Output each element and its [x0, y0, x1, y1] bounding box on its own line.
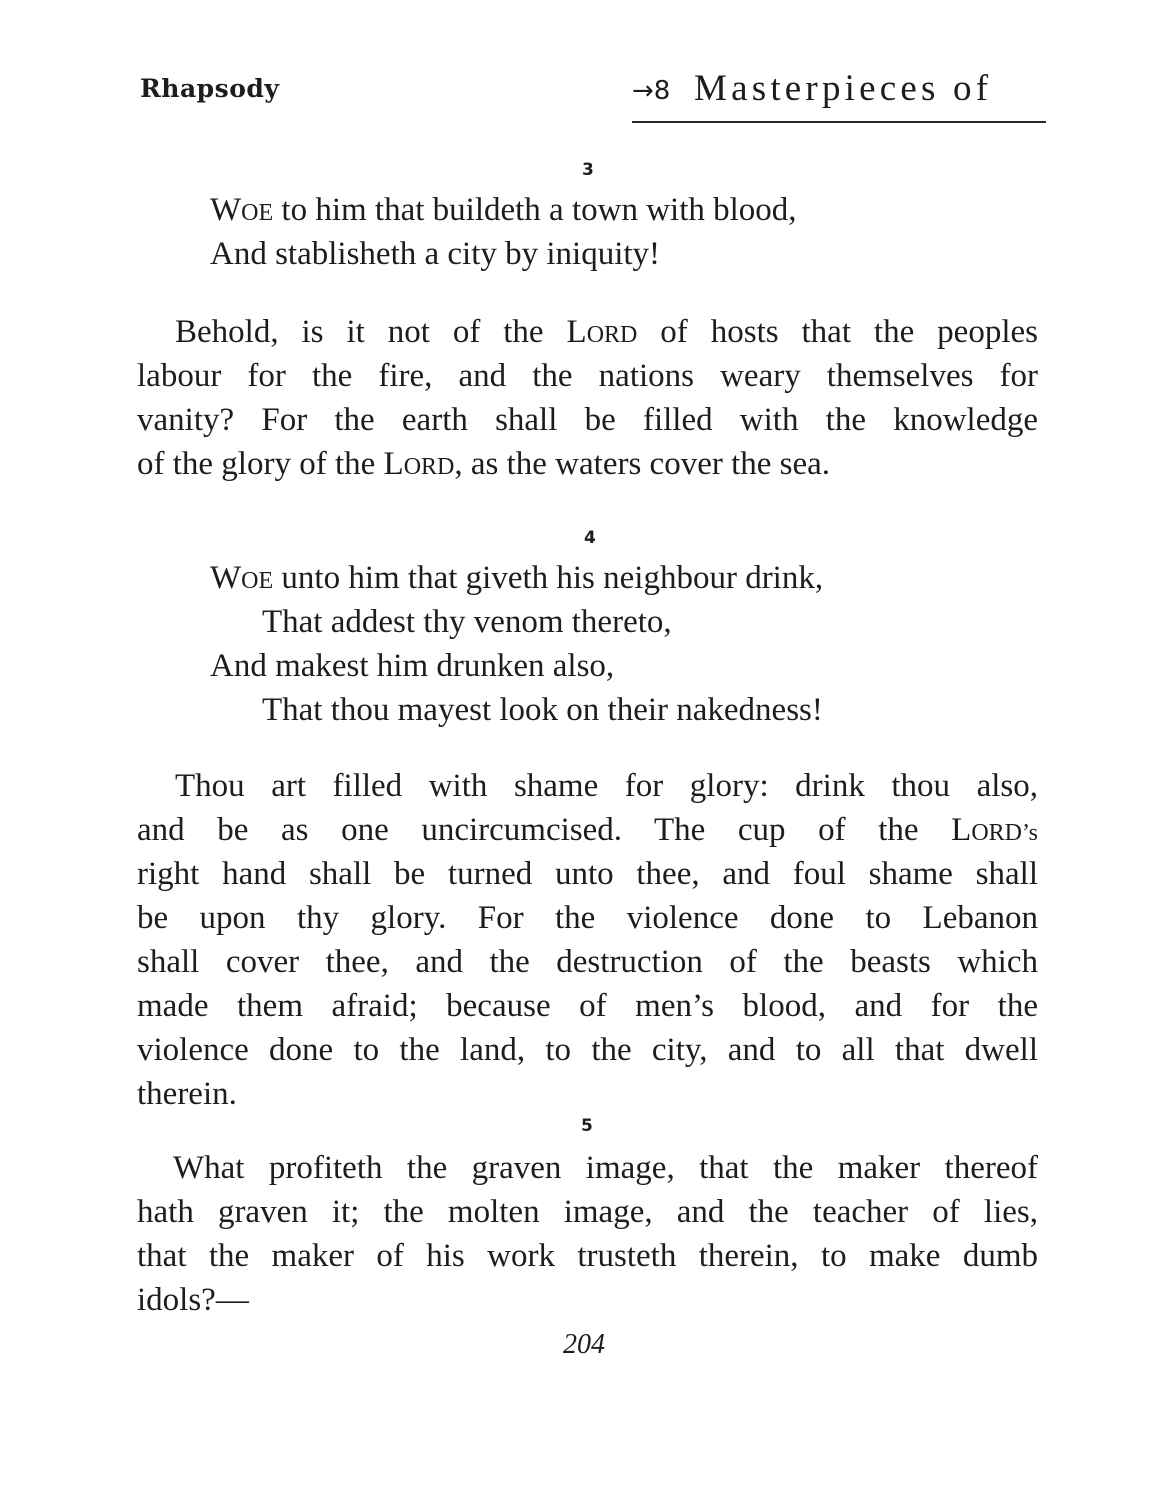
verse-line: That thou mayest look on their nakedness! [262, 692, 823, 728]
text-run: of hosts that the peoples [637, 314, 1038, 350]
small-caps-text: ORD [586, 322, 638, 348]
verse-text: unto him that giveth his neighbour drink, [273, 560, 824, 596]
text-run: ’s [1021, 820, 1038, 846]
verse-line: And makest him drunken also, [210, 648, 615, 684]
paragraph [137, 764, 1038, 1116]
verse-line: That addest thy venom thereto, [262, 604, 672, 640]
paragraph-line: that the maker of his work trusteth therein, to make dumb [137, 1238, 1038, 1274]
small-cap-initial: L [383, 446, 404, 482]
verse-line: And stablisheth a city by iniquity! [210, 236, 661, 272]
small-caps-text: OE [241, 568, 274, 594]
page-number: 204 [563, 1329, 605, 1360]
verse-text: to him that buildeth a town with blood, [273, 192, 797, 228]
small-cap-initial: L [566, 314, 587, 350]
pointing-hand-ornament-icon: →8 [632, 76, 671, 106]
small-caps-text: ORD [403, 454, 455, 480]
running-head-right [632, 67, 1046, 123]
paragraph-line: made them afraid; because of men’s blood, and for the [137, 988, 1038, 1024]
small-cap-initial: W [210, 560, 242, 596]
section-number-5: 5 [581, 1116, 593, 1136]
paragraph-line [137, 808, 1038, 852]
small-caps-text: OE [241, 200, 274, 226]
text-run: of the glory of the [137, 446, 384, 482]
running-head-left: Rhapsody [140, 74, 280, 103]
paragraph-line: hath graven it; the molten image, and the teacher of lies, [137, 1194, 1038, 1230]
verse-line [210, 188, 797, 235]
small-cap-initial: L [951, 812, 972, 848]
paragraph-line: Thou art filled with shame for glory: drink thou also, [175, 768, 1038, 804]
paragraph [137, 310, 1038, 486]
text-run: Behold, is it not of the [175, 314, 567, 350]
paragraph-line: vanity? For the earth shall be filled with the knowledge [137, 402, 1038, 438]
small-caps-text: ORD [971, 820, 1022, 846]
paragraph-line: right hand shall be turned unto thee, and foul shame shall [137, 856, 1038, 892]
paragraph-line: be upon thy glory. For the violence done to Lebanon [137, 900, 1038, 936]
paragraph-line: labour for the fire, and the nations weary themselves for [137, 358, 1038, 394]
paragraph-line: What profiteth the graven image, that the maker thereof [173, 1150, 1038, 1186]
paragraph-line [137, 442, 1038, 486]
paragraph [137, 1146, 1038, 1322]
section-number-4: 4 [584, 528, 596, 548]
verse-line [210, 556, 823, 603]
text-run: , as the waters cover the sea. [454, 446, 831, 482]
running-head-title: Masterpieces of [694, 68, 993, 109]
paragraph-line [137, 310, 1038, 354]
paragraph-line: shall cover thee, and the destruction of the beasts which [137, 944, 1038, 980]
text-run: and be as one uncircumcised. The cup of the [137, 812, 952, 848]
small-cap-initial: W [210, 192, 242, 228]
paragraph-line: therein. [137, 1076, 237, 1112]
section-number-3: 3 [582, 160, 594, 180]
paragraph-line: violence done to the land, to the city, and to all that dwell [137, 1032, 1038, 1068]
paragraph-line: idols?— [137, 1282, 249, 1318]
